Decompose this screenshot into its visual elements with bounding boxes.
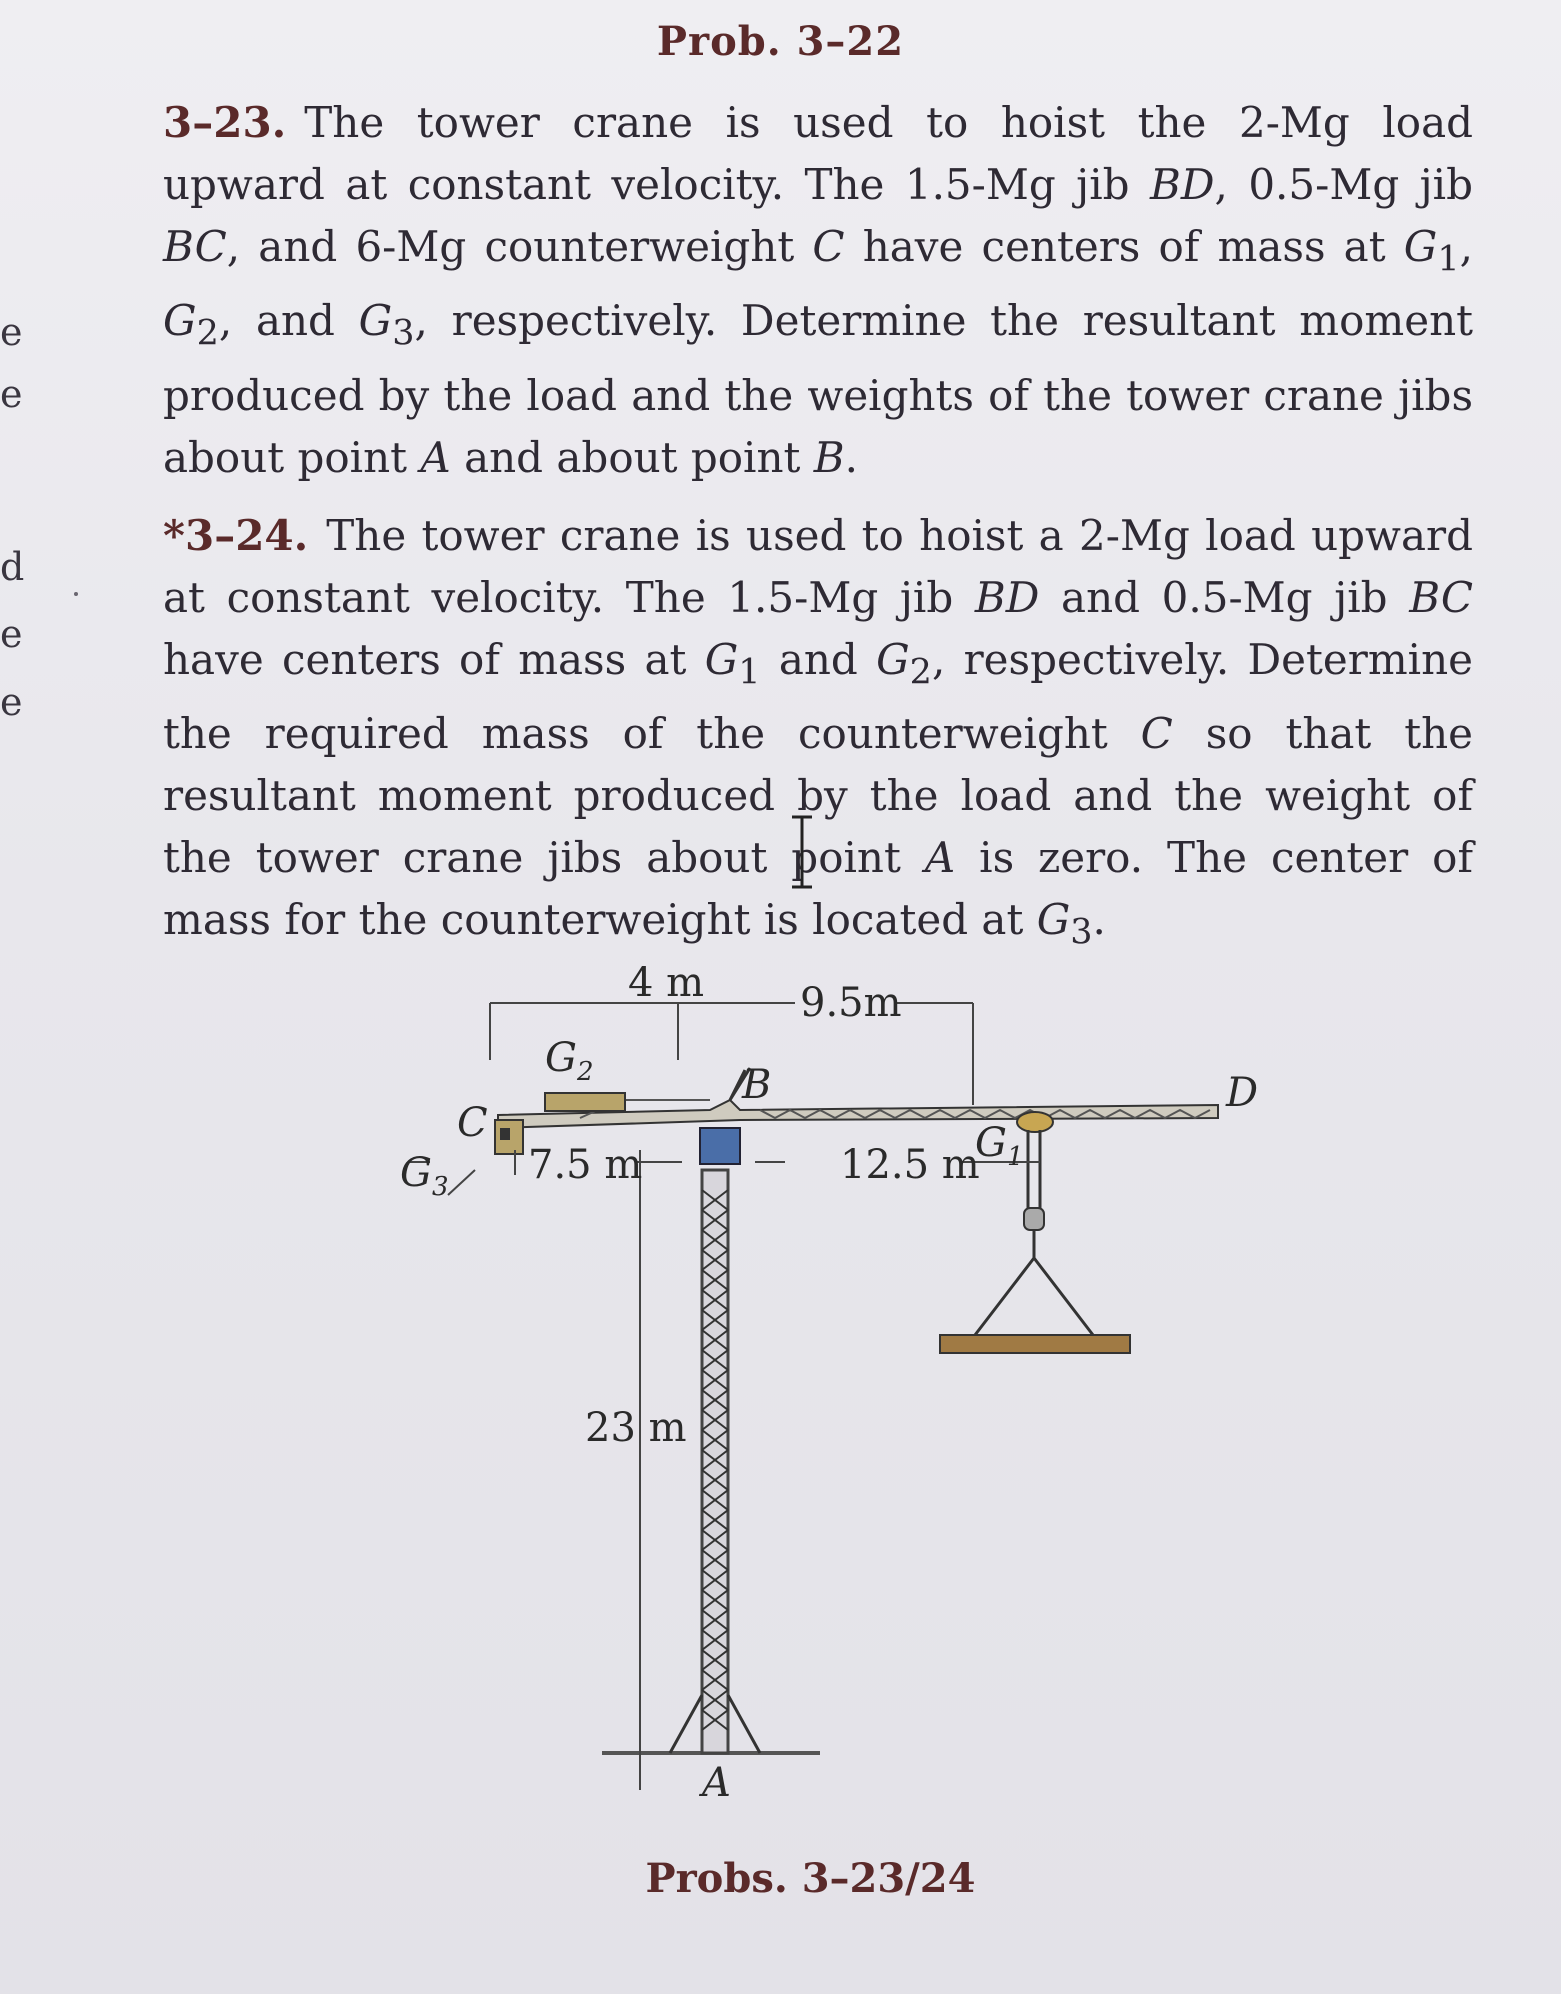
problem-text: so that the resultant moment produced by the load and the weight of the tower crane jibs about point	[163, 709, 1473, 883]
problem-text: 3	[392, 313, 415, 354]
margin-letter: e	[0, 680, 23, 724]
problem-text: , and 6-Mg counterweight	[226, 222, 813, 271]
problem-text: , and	[218, 296, 359, 346]
problem-text: 2	[909, 652, 932, 693]
problem-number: 3–23.	[163, 98, 287, 147]
tower-lattice	[670, 1170, 760, 1753]
problem-text: The tower crane is used to hoist a 2-Mg load upward at constant velocity. The 1.5-Mg jib	[163, 511, 1473, 622]
margin-dot	[74, 592, 78, 596]
problem-text: B	[813, 432, 845, 482]
dim-9-5m: 9.5m	[800, 980, 902, 1026]
problem-text: ,	[1459, 222, 1473, 271]
g2-label	[545, 1035, 594, 1087]
point-b-label: B	[742, 1062, 772, 1108]
margin-letter: e	[0, 372, 23, 416]
previous-problem-reference: Prob. 3–22	[656, 18, 905, 65]
problem-text: , respectively. Determine the resultant moment produced by the load and the weights of the tower crane jibs about point	[163, 296, 1473, 482]
problem-text: A	[420, 432, 451, 482]
margin-letter: e	[0, 612, 23, 656]
problem-number: *3–24.	[163, 511, 309, 560]
point-c-label: C	[457, 1100, 488, 1146]
problem-text: and about point	[450, 432, 814, 482]
problem-text: BD	[1149, 160, 1215, 209]
margin-letter: d	[0, 545, 25, 589]
problem-text: A	[924, 833, 956, 883]
g-subscript: 2	[576, 1057, 594, 1087]
g-letter: G	[400, 1150, 432, 1196]
load-beam	[940, 1258, 1130, 1353]
text-cursor-icon	[790, 815, 814, 889]
problem-text: .	[1092, 895, 1106, 945]
figure-caption: Probs. 3–23/24	[645, 1855, 976, 1902]
problem-text: G	[1403, 222, 1438, 271]
problem-text: have centers of mass at	[163, 635, 705, 684]
problem-text: G	[358, 296, 393, 346]
tower-crane-figure	[380, 950, 1260, 1830]
problem-text: is zero. The center of mass for the counterweight is located at	[163, 833, 1474, 945]
g2-mass-block	[545, 1093, 625, 1111]
problem-text: The tower crane is used to hoist the 2-Mg load upward at constant velocity. The 1.5-Mg jib	[163, 98, 1473, 209]
g-subscript: 1	[1006, 1142, 1024, 1172]
problem-text: , 0.5-Mg jib	[1214, 160, 1473, 209]
problem-text: G	[163, 296, 197, 346]
g3-pointer	[448, 1170, 475, 1195]
problem-text: , respectively. Determine the required mass of the counterweight	[163, 635, 1473, 759]
margin-letter: e	[0, 310, 23, 354]
dim-4m: 4 m	[628, 960, 705, 1006]
problem-text: 1	[1437, 239, 1460, 280]
dim-7-5m: 7.5 m	[528, 1142, 643, 1188]
point-d-label: D	[1226, 1070, 1259, 1116]
problem-text: and 0.5-Mg jib	[1039, 573, 1410, 622]
dim-12-5m: 12.5 m	[840, 1142, 980, 1188]
problem-3-23	[163, 92, 1473, 489]
problem-text: 1	[738, 652, 761, 693]
problem-text: G	[704, 635, 739, 684]
problem-text: G	[1036, 895, 1071, 945]
g1-label	[975, 1120, 1024, 1172]
crane-cab	[700, 1128, 740, 1164]
problem-text: 2	[196, 313, 219, 354]
problem-text: BC	[163, 222, 227, 271]
problem-text: have centers of mass at	[844, 222, 1404, 271]
problem-text: .	[844, 432, 859, 482]
problem-text: G	[876, 635, 910, 684]
g-letter: G	[545, 1035, 577, 1081]
dim-23m: 23 m	[585, 1405, 687, 1451]
g-subscript: 3	[431, 1172, 449, 1202]
problem-text: BC	[1409, 573, 1473, 622]
crane-diagram	[380, 950, 1260, 1830]
problem-text: C	[1140, 709, 1173, 759]
problem-text: 3	[1070, 912, 1093, 953]
g3-label	[400, 1150, 449, 1202]
problem-text: C	[812, 222, 845, 271]
problem-text: and	[760, 635, 877, 684]
point-a-label: A	[702, 1760, 731, 1806]
g-letter: G	[975, 1120, 1007, 1166]
problem-3-24	[163, 505, 1473, 964]
problem-text: BD	[974, 573, 1040, 622]
